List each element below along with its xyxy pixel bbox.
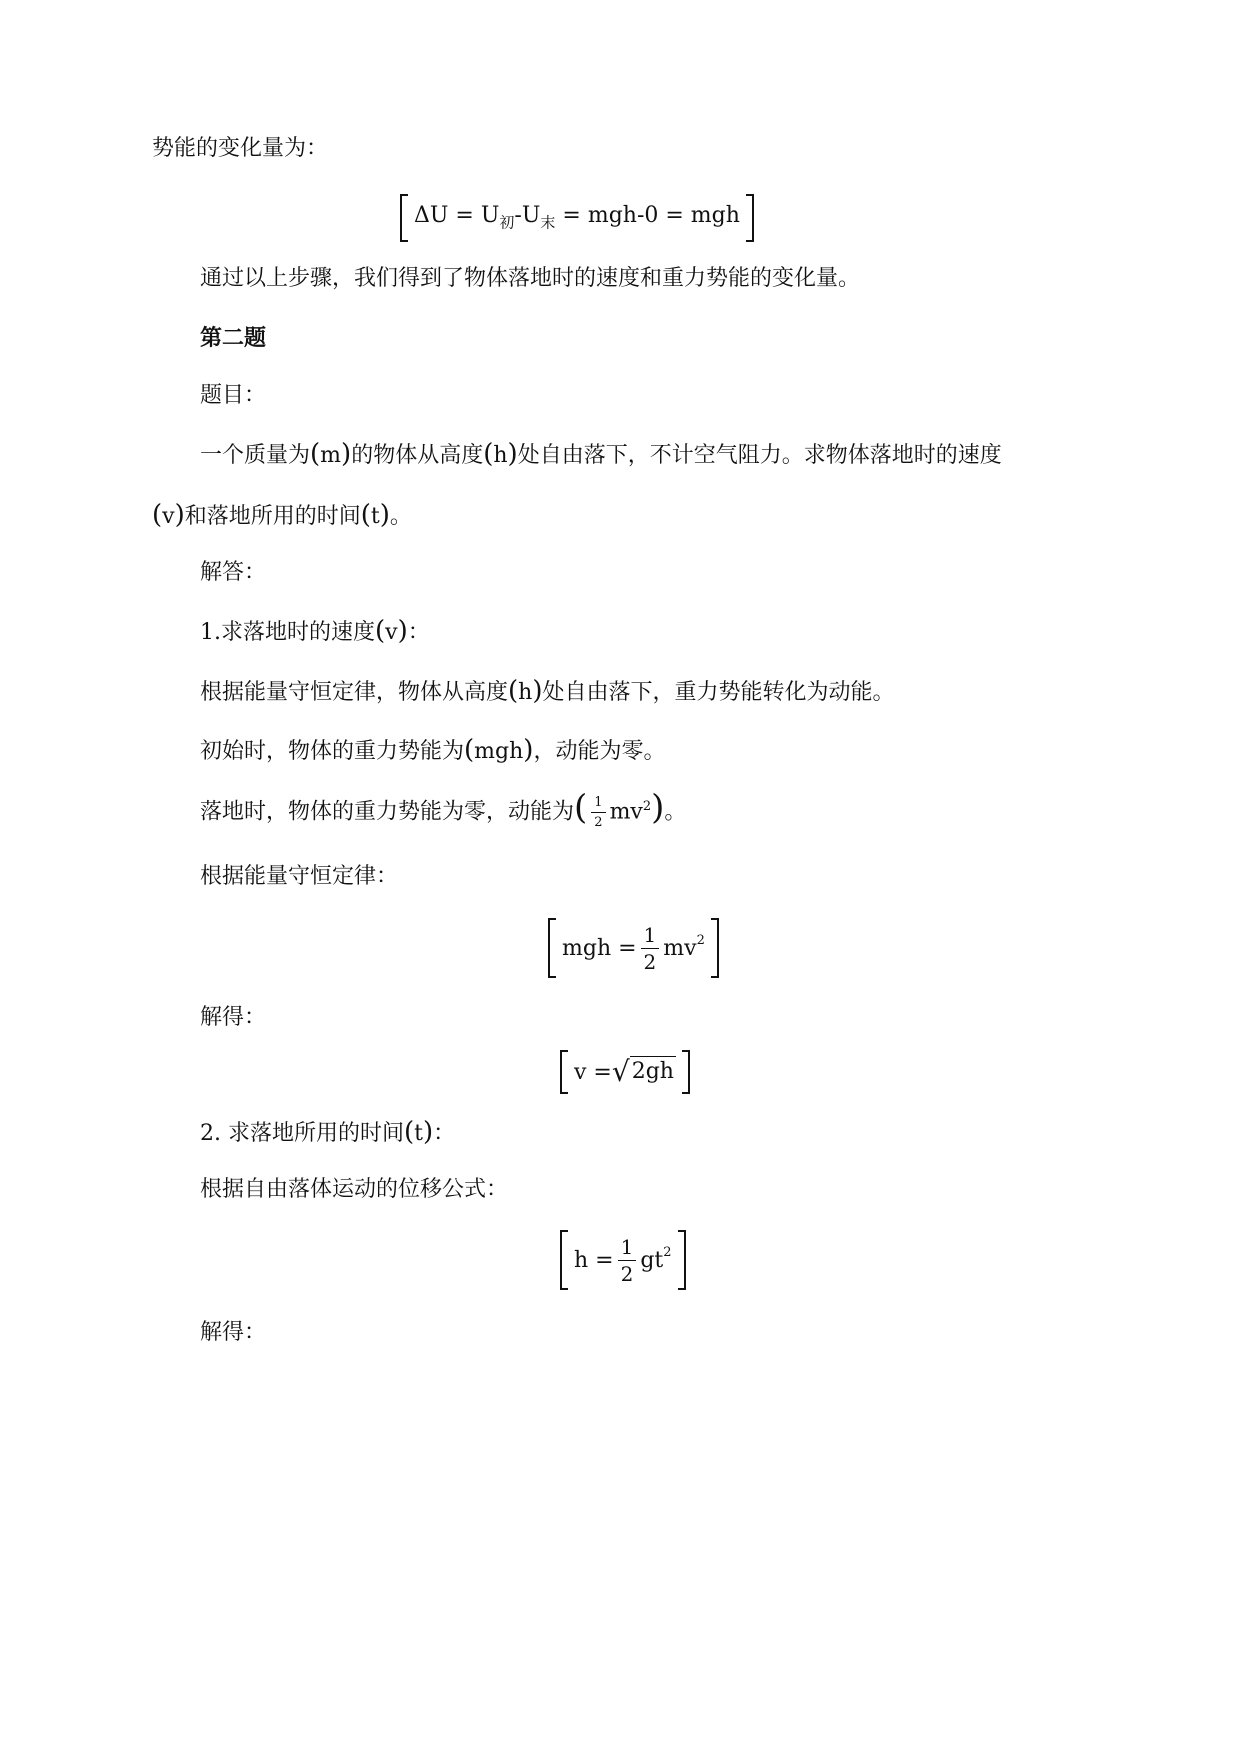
fraction: $\frac{1}{2}$ (618, 1237, 637, 1284)
right-bracket (746, 194, 754, 242)
eq-subscript: 末 (540, 213, 556, 232)
left-bracket (400, 194, 408, 242)
question-line-1: 一个质量为(m)的物体从高度(h)处自由落下，不计空气阻力。求物体落地时的速度 (200, 439, 1002, 469)
left-bracket (560, 1230, 568, 1290)
text-line: 解得： (200, 1320, 267, 1345)
eq-term: ΔU = U (414, 203, 500, 229)
equation-displacement: h = $\frac{1}{2}$ gt $^2$ (560, 1230, 686, 1290)
section-heading: 第二题 (200, 325, 267, 351)
text-line: 解答： (200, 560, 267, 585)
left-bracket (548, 918, 556, 978)
text-line: 初始时，物体的重力势能为(mgh)，动能为零。 (200, 735, 666, 765)
equation-energy: mgh = $\frac{1}{2}$ mv $^2$ (548, 918, 719, 978)
equation-velocity: v = √ 2gh (560, 1050, 690, 1094)
text-line: 解得： (200, 1005, 267, 1030)
left-bracket (560, 1050, 568, 1094)
text-line: 根据能量守恒定律，物体从高度(h)处自由落下，重力势能转化为动能。 (200, 676, 895, 706)
fraction: $\frac{1}{2}$ (591, 796, 605, 829)
right-bracket (682, 1050, 690, 1094)
step-heading-1: 1.求落地时的速度(v)： (200, 616, 430, 646)
eq-term: -U (514, 203, 541, 229)
right-bracket (678, 1230, 686, 1290)
text-line: 势能的变化量为： (152, 136, 329, 161)
square-root: √ 2gh (611, 1055, 674, 1088)
text-line: 根据自由落体运动的位移公式： (200, 1177, 509, 1202)
eq-term: = mgh-0 = mgh (555, 203, 740, 229)
text-line: 根据能量守恒定律： (200, 864, 399, 889)
step-heading-2: 2. 求落地所用的时间(t)： (200, 1117, 456, 1147)
text-line: 落地时，物体的重力势能为零，动能为( $\frac{1}{2}$ $mv^2$)。 (200, 787, 687, 830)
text-line: 题目： (200, 383, 267, 408)
equation-delta-u (400, 194, 754, 242)
question-line-2: (v)和落地所用的时间(t)。 (152, 500, 412, 530)
text-line: 通过以上步骤，我们得到了物体落地时的速度和重力势能的变化量。 (200, 266, 861, 291)
right-bracket (711, 918, 719, 978)
eq-subscript: 初 (499, 213, 515, 232)
fraction: $\frac{1}{2}$ (641, 925, 660, 972)
